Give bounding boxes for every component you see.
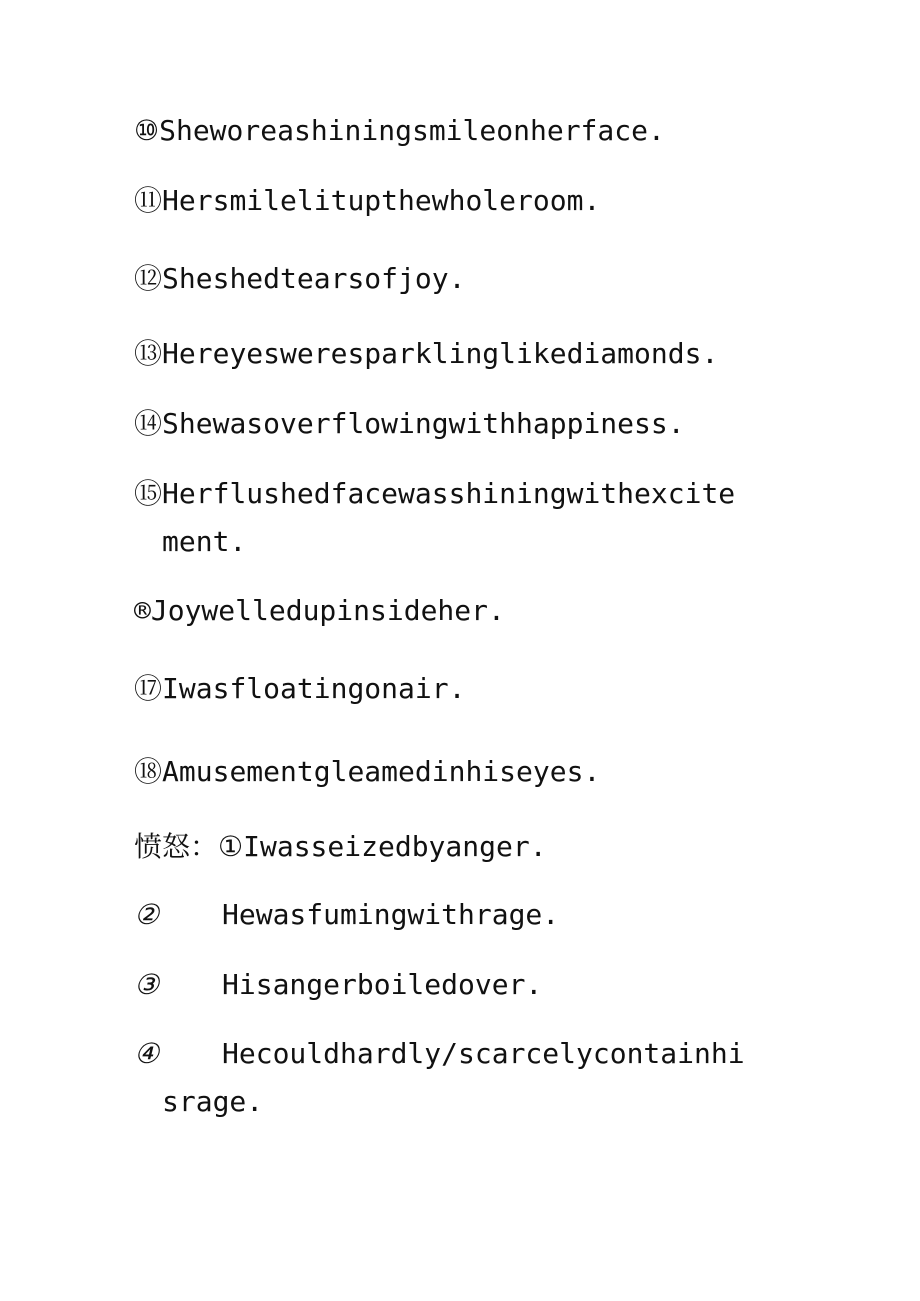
sentence-text: Hewasfumingwithrage.: [222, 898, 560, 931]
sentence-15: [134, 470, 735, 566]
sentence-text: Shewasoverflowingwithhappiness.: [162, 407, 685, 440]
item-marker: ®: [134, 594, 151, 627]
sentence-text: Iwasfloatingonair.: [162, 672, 466, 705]
item-marker: ①: [218, 830, 244, 863]
sentence-16: [134, 587, 505, 635]
sentence-11: [134, 177, 600, 225]
sentence-text: Hisangerboiledover.: [222, 968, 543, 1001]
sentence-18: [134, 748, 600, 796]
sentence-text: Herflushedfacewasshiningwithexcite: [162, 477, 736, 510]
sentence-text: Sheshedtearsofjoy.: [162, 262, 466, 295]
item-marker: ④: [134, 1037, 160, 1070]
anger-sentence-4: [134, 1030, 745, 1126]
item-marker: ⑮: [134, 477, 163, 510]
anger-sentence-3: [134, 961, 542, 1009]
item-marker: ⑫: [134, 262, 163, 295]
item-marker: ②: [134, 898, 160, 931]
item-marker: ⑪: [134, 184, 163, 217]
sentence-text: Joywelledupinsideher.: [150, 594, 505, 627]
sentence-14: [134, 400, 685, 448]
anger-sentence-1: [134, 823, 547, 871]
item-marker: ⑩: [134, 114, 160, 147]
sentence-17: [134, 665, 465, 713]
anger-sentence-2: [134, 891, 559, 939]
sentence-10: [134, 107, 665, 155]
sentence-text: Hereyesweresparklinglikediamonds.: [162, 337, 719, 370]
sentence-text: Hersmilelitupthewholeroom.: [162, 184, 601, 217]
item-marker: ⑬: [134, 337, 163, 370]
item-marker: ⑰: [134, 672, 163, 705]
item-marker: ③: [134, 968, 160, 1001]
sentence-continuation: srage.: [162, 1085, 264, 1118]
section-heading-anger: 愤怒：: [134, 830, 219, 863]
sentence-continuation: ment.: [162, 525, 247, 558]
sentence-text: Iwasseizedbyanger.: [243, 830, 547, 863]
sentence-13: [134, 330, 718, 378]
sentence-text: Hecouldhardly/scarcelycontainhi: [222, 1037, 745, 1070]
item-marker: ⑭: [134, 407, 163, 440]
item-marker: ⑱: [134, 755, 163, 788]
sentence-text: Amusementgleamedinhiseyes.: [162, 755, 601, 788]
sentence-text: Sheworeashiningsmileonherface.: [159, 114, 665, 147]
sentence-12: [134, 255, 465, 303]
